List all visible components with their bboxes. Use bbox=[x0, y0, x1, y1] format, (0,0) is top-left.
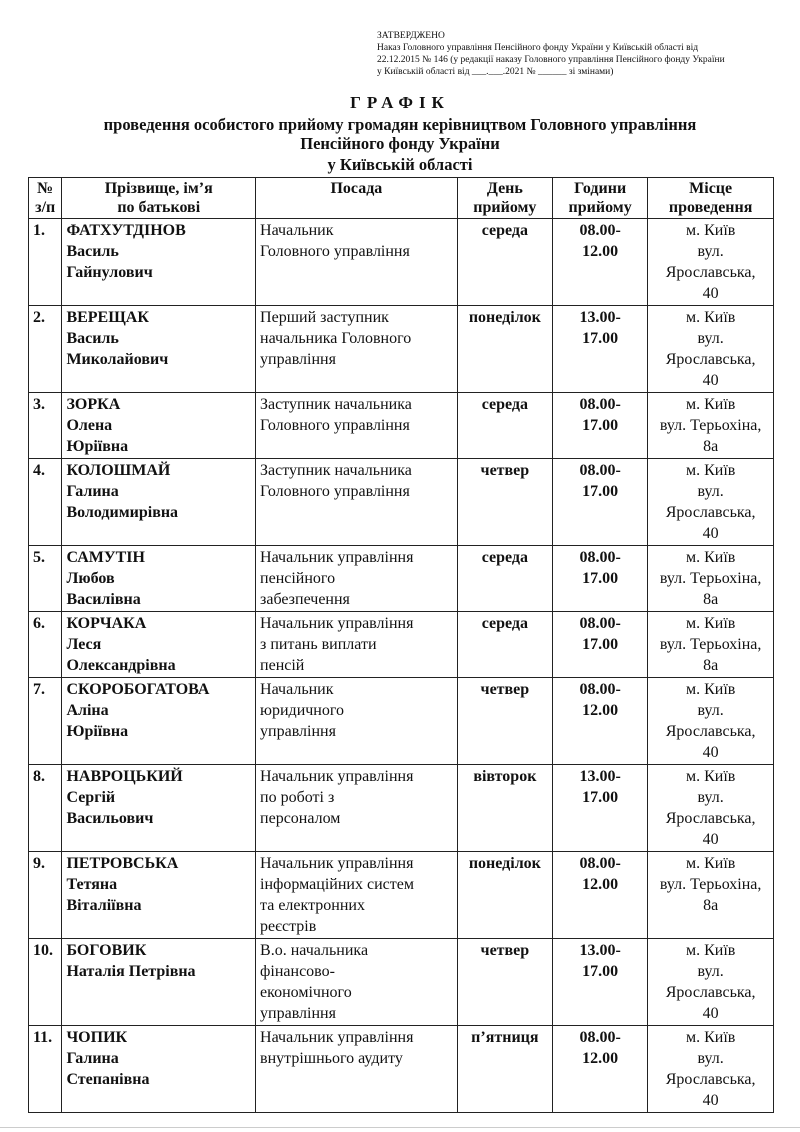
position-title-line: по роботі з bbox=[260, 789, 335, 806]
header-day: День прийому bbox=[457, 178, 552, 219]
position-title-line: управління bbox=[260, 1005, 336, 1022]
approval-line: у Київській області від ___.___.2021 № ______ зі змінами) bbox=[377, 67, 614, 77]
reception-place-line: Ярославська, bbox=[665, 504, 756, 521]
person-name-line: Миколайович bbox=[66, 351, 169, 368]
reception-day: четвер bbox=[457, 678, 552, 765]
person-name-line: Василь bbox=[66, 330, 119, 347]
position-title-line: Начальник управління bbox=[260, 855, 414, 872]
position-title-line: з питань виплати bbox=[260, 636, 377, 653]
reception-place-line: 40 bbox=[702, 1092, 719, 1109]
table-row bbox=[29, 219, 774, 306]
reception-day: середа bbox=[457, 393, 552, 459]
reception-hours-line: 08.00- bbox=[579, 549, 621, 566]
row-number: 2. bbox=[29, 306, 62, 393]
person-name bbox=[62, 393, 256, 459]
position-title-line: Начальник управління bbox=[260, 615, 414, 632]
reception-place bbox=[648, 219, 774, 306]
reception-hours-line: 12.00 bbox=[582, 243, 619, 260]
header-place: Місце проведення bbox=[648, 178, 774, 219]
reception-place-line: вул. Терьохіна, bbox=[659, 417, 762, 434]
person-name-line: Степанівна bbox=[66, 1071, 150, 1088]
position-title bbox=[256, 1026, 458, 1113]
reception-hours bbox=[553, 612, 648, 678]
reception-place-line: вул. bbox=[697, 483, 724, 500]
reception-day: середа bbox=[457, 546, 552, 612]
person-name-line: Аліна bbox=[66, 702, 109, 719]
reception-place-line: м. Київ bbox=[685, 615, 736, 632]
reception-place-line: вул. bbox=[697, 330, 724, 347]
reception-hours-line: 17.00 bbox=[582, 330, 619, 347]
person-name-line: НАВРОЦЬКИЙ bbox=[66, 768, 183, 785]
row-number: 11. bbox=[29, 1026, 62, 1113]
table-row bbox=[29, 306, 774, 393]
reception-hours-line: 08.00- bbox=[579, 396, 621, 413]
reception-place-line: 40 bbox=[702, 525, 719, 542]
position-title-line: пенсій bbox=[260, 657, 305, 674]
person-name-line: Любов bbox=[66, 570, 115, 587]
person-name-line: ФАТХУТДІНОВ bbox=[66, 222, 186, 239]
reception-place-line: вул. bbox=[697, 789, 724, 806]
reception-place bbox=[648, 393, 774, 459]
position-title-line: Головного управління bbox=[260, 483, 410, 500]
reception-day: середа bbox=[457, 219, 552, 306]
person-name-line: Васильович bbox=[66, 810, 154, 827]
reception-place-line: м. Київ bbox=[685, 681, 736, 698]
reception-hours bbox=[553, 939, 648, 1026]
position-title-line: управління bbox=[260, 723, 336, 740]
reception-hours-line: 08.00- bbox=[579, 462, 621, 479]
reception-place-line: вул. bbox=[697, 963, 724, 980]
person-name-line: Галина bbox=[66, 483, 119, 500]
reception-day: четвер bbox=[457, 939, 552, 1026]
reception-hours-line: 17.00 bbox=[582, 636, 619, 653]
document-subtitle-line: у Київській області bbox=[327, 155, 473, 174]
reception-hours-line: 13.00- bbox=[579, 768, 621, 785]
approval-line: 22.12.2015 № 146 (у редакції наказу Головного управління Пенсійного фонду України bbox=[377, 55, 725, 65]
position-title bbox=[256, 306, 458, 393]
header-name: Прізвище, ім’я по батькові bbox=[62, 178, 256, 219]
person-name bbox=[62, 852, 256, 939]
reception-place-line: 8а bbox=[703, 438, 719, 455]
document-subtitle-line: проведення особистого прийому громадян керівництвом Головного управління bbox=[103, 115, 697, 134]
document-title: ГРАФІК bbox=[350, 93, 450, 112]
position-title-line: Заступник начальника bbox=[260, 396, 412, 413]
person-name-line: Олександрівна bbox=[66, 657, 176, 674]
reception-place-line: 8а bbox=[703, 897, 719, 914]
table-row bbox=[29, 678, 774, 765]
position-title bbox=[256, 219, 458, 306]
reception-place-line: вул. bbox=[697, 1050, 724, 1067]
row-number: 3. bbox=[29, 393, 62, 459]
position-title-line: В.о. начальника bbox=[260, 942, 369, 959]
position-title-line: Начальник bbox=[260, 222, 334, 239]
reception-place bbox=[648, 678, 774, 765]
reception-place-line: 40 bbox=[702, 372, 719, 389]
header-position: Посада bbox=[256, 178, 458, 219]
reception-hours bbox=[553, 546, 648, 612]
position-title-line: Начальник управління bbox=[260, 768, 414, 785]
reception-place-line: м. Київ bbox=[685, 462, 736, 479]
reception-place-line: м. Київ bbox=[685, 855, 736, 872]
reception-place-line: Ярославська, bbox=[665, 810, 756, 827]
reception-place-line: Ярославська, bbox=[665, 351, 756, 368]
header-hours: Години прийому bbox=[553, 178, 648, 219]
reception-place-line: м. Київ bbox=[685, 309, 736, 326]
table-row bbox=[29, 546, 774, 612]
reception-place-line: 40 bbox=[702, 285, 719, 302]
row-number: 6. bbox=[29, 612, 62, 678]
reception-place-line: 40 bbox=[702, 1005, 719, 1022]
reception-place bbox=[648, 939, 774, 1026]
person-name bbox=[62, 546, 256, 612]
table-row bbox=[29, 393, 774, 459]
position-title bbox=[256, 393, 458, 459]
table-header-row bbox=[29, 178, 774, 219]
person-name-line: Галина bbox=[66, 1050, 119, 1067]
page-bottom-divider bbox=[0, 1127, 800, 1128]
reception-place bbox=[648, 546, 774, 612]
person-name bbox=[62, 939, 256, 1026]
reception-hours-line: 12.00 bbox=[582, 702, 619, 719]
row-number: 4. bbox=[29, 459, 62, 546]
reception-hours-line: 17.00 bbox=[582, 570, 619, 587]
reception-place bbox=[648, 852, 774, 939]
reception-hours-line: 08.00- bbox=[579, 1029, 621, 1046]
reception-day: вівторок bbox=[457, 765, 552, 852]
person-name-line: Гайнулович bbox=[66, 264, 153, 281]
person-name-line: ЧОПИК bbox=[66, 1029, 128, 1046]
reception-hours bbox=[553, 678, 648, 765]
reception-day: п’ятниця bbox=[457, 1026, 552, 1113]
person-name-line: Василівна bbox=[66, 591, 141, 608]
reception-hours bbox=[553, 852, 648, 939]
reception-place bbox=[648, 1026, 774, 1113]
position-title-line: Перший заступник bbox=[260, 309, 389, 326]
reception-hours-line: 17.00 bbox=[582, 963, 619, 980]
position-title-line: Заступник начальника bbox=[260, 462, 412, 479]
position-title-line: внутрішнього аудиту bbox=[260, 1050, 403, 1067]
reception-place-line: Ярославська, bbox=[665, 264, 756, 281]
reception-place-line: м. Київ bbox=[685, 222, 736, 239]
position-title bbox=[256, 765, 458, 852]
person-name-line: Юріївна bbox=[66, 723, 129, 740]
reception-place-line: 40 bbox=[702, 831, 719, 848]
position-title-line: управління bbox=[260, 351, 336, 368]
position-title bbox=[256, 939, 458, 1026]
reception-place-line: вул. Терьохіна, bbox=[659, 876, 762, 893]
reception-hours bbox=[553, 306, 648, 393]
person-name bbox=[62, 459, 256, 546]
row-number: 9. bbox=[29, 852, 62, 939]
reception-day: четвер bbox=[457, 459, 552, 546]
reception-day: середа bbox=[457, 612, 552, 678]
reception-place-line: вул. Терьохіна, bbox=[659, 570, 762, 587]
reception-place-line: м. Київ bbox=[685, 549, 736, 566]
reception-day: понеділок bbox=[457, 852, 552, 939]
reception-hours-line: 08.00- bbox=[579, 222, 621, 239]
reception-place bbox=[648, 459, 774, 546]
reception-hours-line: 12.00 bbox=[582, 1050, 619, 1067]
approval-stamp bbox=[377, 30, 777, 78]
approval-line: Наказ Головного управління Пенсійного фонду України у Київській області від bbox=[377, 43, 699, 53]
reception-day: понеділок bbox=[457, 306, 552, 393]
position-title-line: забезпечення bbox=[260, 591, 350, 608]
reception-hours-line: 17.00 bbox=[582, 417, 619, 434]
approval-line: ЗАТВЕРДЖЕНО bbox=[377, 31, 445, 41]
person-name bbox=[62, 678, 256, 765]
reception-hours bbox=[553, 393, 648, 459]
reception-place-line: вул. bbox=[697, 702, 724, 719]
position-title-line: економічного bbox=[260, 984, 352, 1001]
reception-hours bbox=[553, 219, 648, 306]
position-title bbox=[256, 546, 458, 612]
table-row bbox=[29, 459, 774, 546]
person-name bbox=[62, 765, 256, 852]
reception-hours-line: 13.00- bbox=[579, 942, 621, 959]
header-num: № з/п bbox=[29, 178, 62, 219]
reception-hours-line: 08.00- bbox=[579, 615, 621, 632]
position-title-line: начальника Головного bbox=[260, 330, 412, 347]
reception-place-line: 8а bbox=[703, 657, 719, 674]
position-title-line: персоналом bbox=[260, 810, 341, 827]
reception-hours-line: 08.00- bbox=[579, 681, 621, 698]
person-name-line: ВЕРЕЩАК bbox=[66, 309, 149, 326]
person-name-line: САМУТІН bbox=[66, 549, 145, 566]
reception-place-line: Ярославська, bbox=[665, 1071, 756, 1088]
reception-place bbox=[648, 306, 774, 393]
person-name-line: КОЛОШМАЙ bbox=[66, 462, 171, 479]
person-name-line: Олена bbox=[66, 417, 113, 434]
position-title-line: Головного управління bbox=[260, 243, 410, 260]
position-title-line: Начальник bbox=[260, 681, 334, 698]
position-title-line: інформаційних систем bbox=[260, 876, 414, 893]
position-title-line: Начальник управління bbox=[260, 549, 414, 566]
position-title-line: Начальник управління bbox=[260, 1029, 414, 1046]
position-title-line: Головного управління bbox=[260, 417, 410, 434]
person-name bbox=[62, 1026, 256, 1113]
position-title bbox=[256, 612, 458, 678]
table-row bbox=[29, 852, 774, 939]
reception-place-line: 8а bbox=[703, 591, 719, 608]
reception-place bbox=[648, 612, 774, 678]
reception-place-line: Ярославська, bbox=[665, 984, 756, 1001]
person-name-line: Сергій bbox=[66, 789, 116, 806]
reception-place-line: м. Київ bbox=[685, 942, 736, 959]
person-name-line: Володимирівна bbox=[66, 504, 179, 521]
position-title bbox=[256, 459, 458, 546]
position-title-line: пенсійного bbox=[260, 570, 336, 587]
table-row bbox=[29, 765, 774, 852]
position-title bbox=[256, 678, 458, 765]
reception-place bbox=[648, 765, 774, 852]
row-number: 7. bbox=[29, 678, 62, 765]
document-subtitle-line: Пенсійного фонду України bbox=[300, 134, 500, 153]
reception-place-line: вул. bbox=[697, 243, 724, 260]
person-name-line: Віталіївна bbox=[66, 897, 142, 914]
schedule-table bbox=[28, 177, 774, 1113]
reception-place-line: вул. Терьохіна, bbox=[659, 636, 762, 653]
row-number: 1. bbox=[29, 219, 62, 306]
position-title-line: юридичного bbox=[260, 702, 345, 719]
reception-place-line: м. Київ bbox=[685, 1029, 736, 1046]
person-name-line: Наталія Петрівна bbox=[66, 963, 196, 980]
person-name-line: КОРЧАКА bbox=[66, 615, 147, 632]
reception-hours bbox=[553, 1026, 648, 1113]
position-title-line: реєстрів bbox=[260, 918, 317, 935]
reception-hours-line: 17.00 bbox=[582, 483, 619, 500]
position-title bbox=[256, 852, 458, 939]
reception-hours-line: 17.00 bbox=[582, 789, 619, 806]
reception-place-line: Ярославська, bbox=[665, 723, 756, 740]
table-row bbox=[29, 939, 774, 1026]
person-name-line: Леся bbox=[66, 636, 102, 653]
person-name-line: Тетяна bbox=[66, 876, 118, 893]
reception-hours-line: 08.00- bbox=[579, 855, 621, 872]
row-number: 8. bbox=[29, 765, 62, 852]
position-title-line: фінансово- bbox=[260, 963, 335, 980]
table-row bbox=[29, 612, 774, 678]
person-name bbox=[62, 612, 256, 678]
reception-hours-line: 12.00 bbox=[582, 876, 619, 893]
person-name bbox=[62, 306, 256, 393]
person-name-line: БОГОВИК bbox=[66, 942, 147, 959]
table-row bbox=[29, 1026, 774, 1113]
reception-place-line: м. Київ bbox=[685, 768, 736, 785]
person-name-line: ЗОРКА bbox=[66, 396, 121, 413]
person-name-line: СКОРОБОГАТОВА bbox=[66, 681, 210, 698]
person-name-line: ПЕТРОВСЬКА bbox=[66, 855, 179, 872]
person-name bbox=[62, 219, 256, 306]
reception-place-line: 40 bbox=[702, 744, 719, 761]
person-name-line: Юріївна bbox=[66, 438, 129, 455]
person-name-line: Василь bbox=[66, 243, 119, 260]
reception-hours-line: 13.00- bbox=[579, 309, 621, 326]
row-number: 5. bbox=[29, 546, 62, 612]
reception-hours bbox=[553, 765, 648, 852]
reception-hours bbox=[553, 459, 648, 546]
reception-place-line: м. Київ bbox=[685, 396, 736, 413]
position-title-line: та електронних bbox=[260, 897, 365, 914]
row-number: 10. bbox=[29, 939, 62, 1026]
